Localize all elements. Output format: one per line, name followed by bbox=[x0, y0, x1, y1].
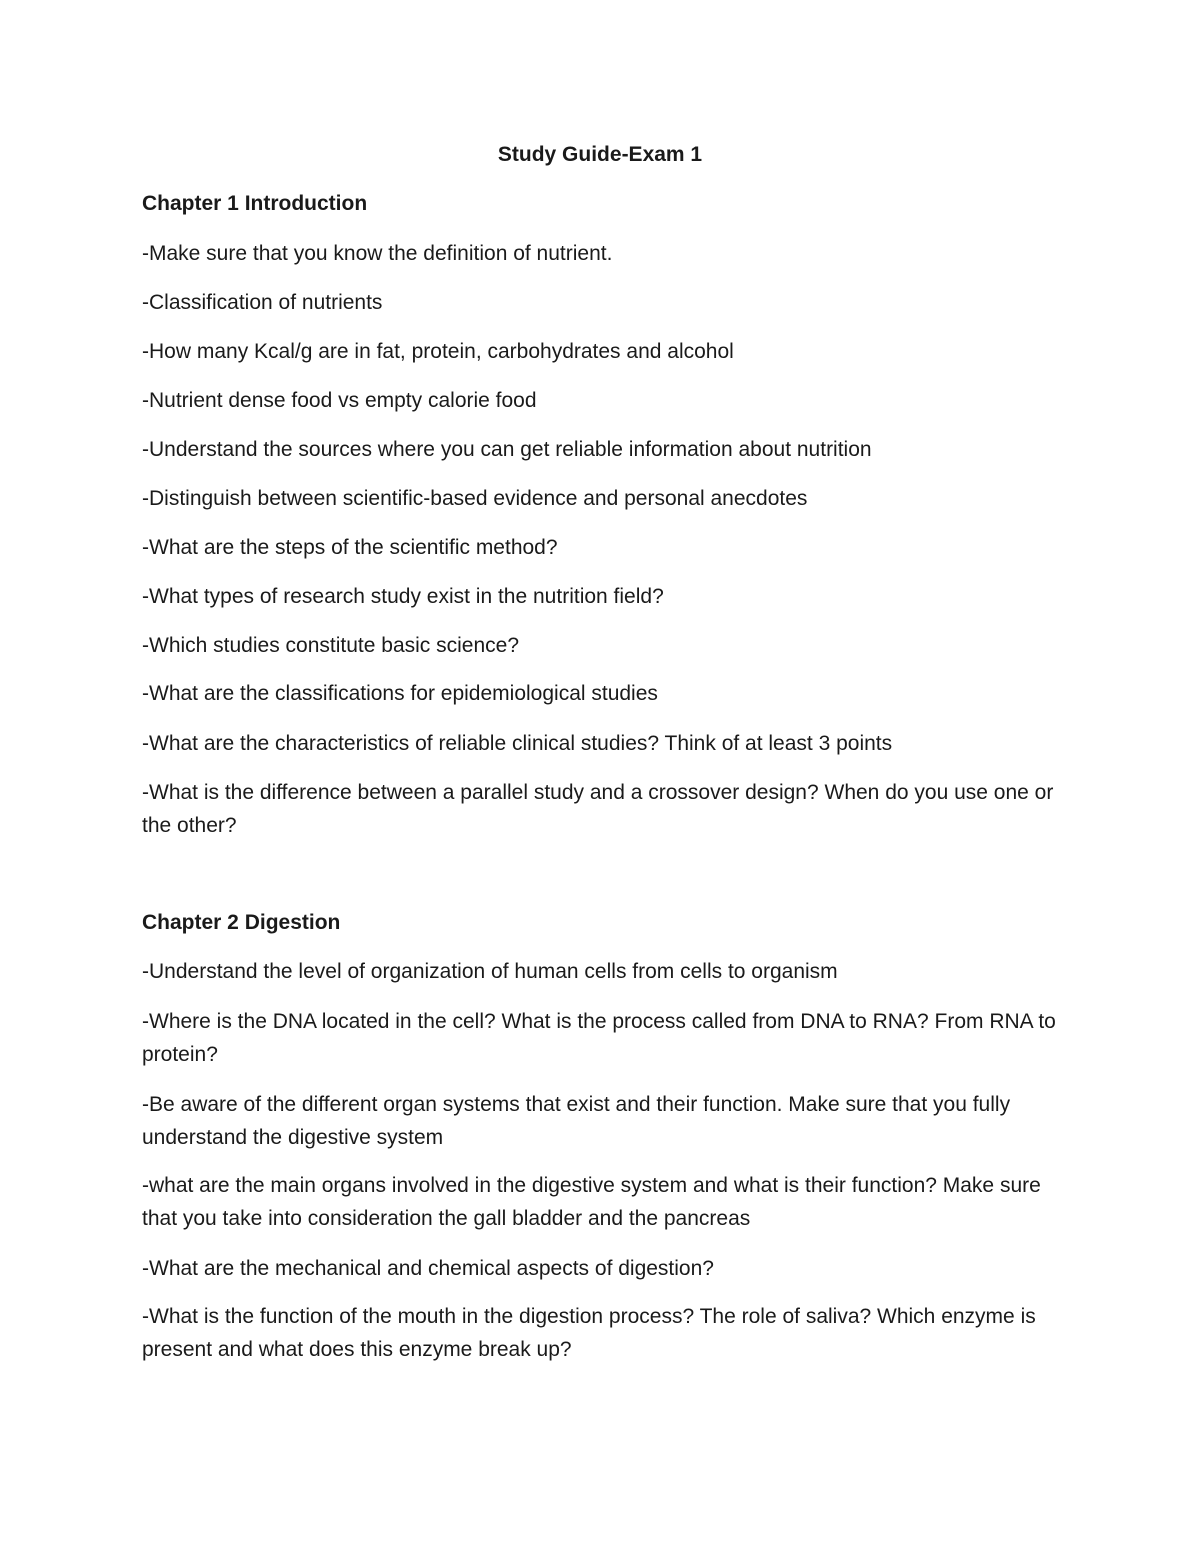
chapter-1-item: -What are the steps of the scientific method? bbox=[142, 536, 558, 559]
chapter-1-item: -What is the difference between a parallel study and a crossover design? When do you use one or the other? bbox=[142, 781, 1054, 837]
chapter-2-item: -Where is the DNA located in the cell? What is the process called from DNA to RNA? From RNA to protein? bbox=[142, 1010, 1056, 1066]
chapter-2-item: -Be aware of the different organ systems that exist and their function. Make sure that you fully understand the digestive system bbox=[142, 1093, 1011, 1149]
page-title: Study Guide-Exam 1 bbox=[497, 143, 703, 166]
chapter-1-item: -What are the characteristics of reliable clinical studies? Think of at least 3 points bbox=[142, 732, 893, 755]
chapter-1-item: -Which studies constitute basic science? bbox=[142, 634, 520, 657]
chapter-1-item: -What types of research study exist in the nutrition field? bbox=[142, 585, 664, 608]
chapter-2-item: -What is the function of the mouth in the digestion process? The role of saliva? Which enzyme is present and what does this enzyme break up? bbox=[142, 1305, 1036, 1361]
chapter-2-item: -Understand the level of organization of human cells from cells to organism bbox=[142, 960, 838, 983]
chapter-1-item: -Distinguish between scientific-based evidence and personal anecdotes bbox=[142, 487, 808, 510]
chapter-1-item: -Classification of nutrients bbox=[142, 291, 383, 314]
chapter-1-item: -What are the classifications for epidemiological studies bbox=[142, 682, 658, 705]
chapter-1-item: -Nutrient dense food vs empty calorie food bbox=[142, 389, 537, 412]
chapter-1-item: -Make sure that you know the definition of nutrient. bbox=[142, 242, 613, 265]
chapter-1-heading: Chapter 1 Introduction bbox=[142, 192, 368, 215]
chapter-2-item: -what are the main organs involved in the digestive system and what is their function? Make sure that you take into consideration the gall bladder and the pancreas bbox=[142, 1174, 1041, 1230]
chapter-1-item: -Understand the sources where you can get reliable information about nutrition bbox=[142, 438, 872, 461]
chapter-2-heading: Chapter 2 Digestion bbox=[142, 911, 341, 934]
chapter-1-item: -How many Kcal/g are in fat, protein, carbohydrates and alcohol bbox=[142, 340, 734, 363]
chapter-2-item: -What are the mechanical and chemical aspects of digestion? bbox=[142, 1257, 714, 1280]
